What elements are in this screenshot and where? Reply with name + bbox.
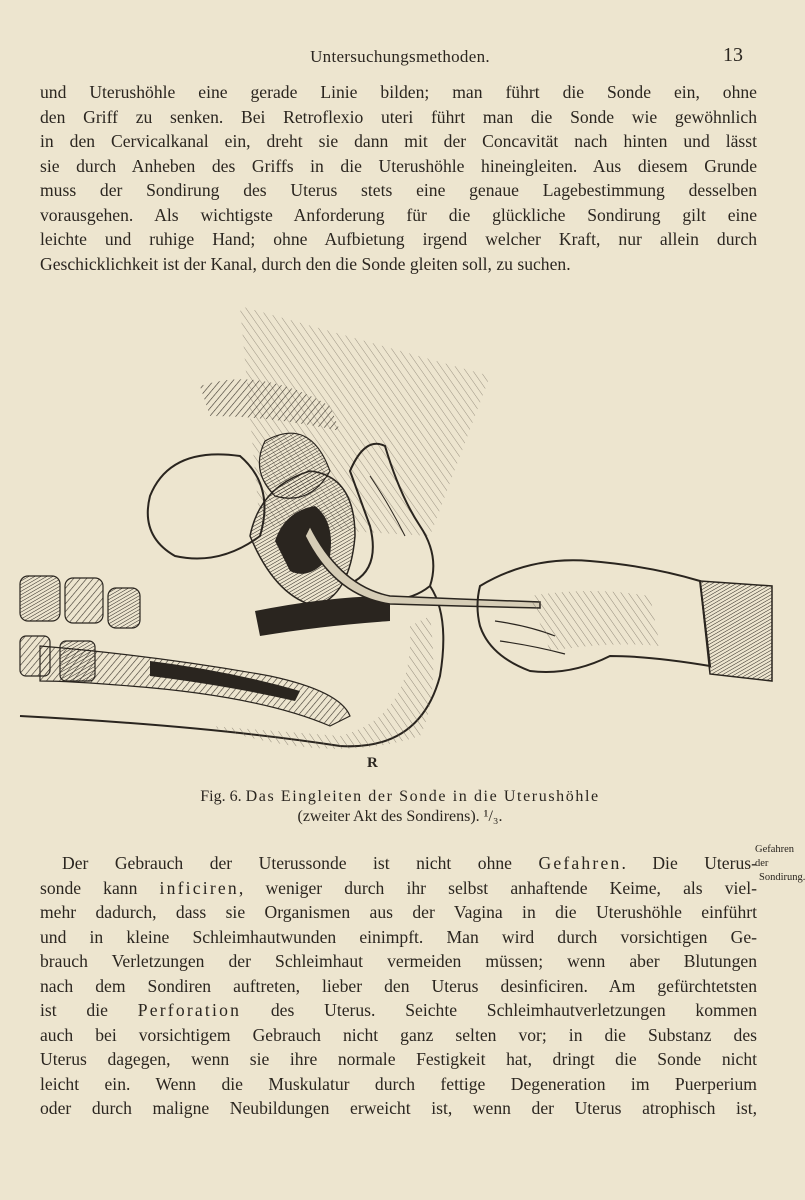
text-run: . Die Uterus- [621,853,757,873]
margin-note [755,843,805,885]
text-line: leichte und ruhige Hand; ohne Aufbietung irgend welcher Kraft, nur allein durch [40,229,757,249]
emphasis-perforation: Perforation [137,1000,242,1020]
text-line [40,851,757,876]
text-line: in den Cervicalkanal ein, dreht sie dann mit der Concavität nach hinten und lässt [40,131,757,151]
margin-note-line: Sondirung. [759,872,805,883]
paragraph-2 [40,851,757,1121]
paragraph-1 [40,80,757,276]
caption-label: Fig. 6. [200,788,242,805]
text-line: nach dem Sondiren auftreten, lieber den Uterus desinficiren. Am gefürchtetsten [40,975,757,996]
bladder [148,454,265,558]
emphasis-inficiren: inficiren [159,877,239,898]
text-line: oder durch maligne Neubildungen erweicht ist, wenn der Uterus atrophisch ist, [40,1098,757,1118]
page-number: 13 [723,44,743,66]
vagina [255,596,390,636]
text-line [40,876,757,901]
publisher-mark: R [367,755,378,771]
margin-note-line: Gefahren der [755,844,795,869]
caption-line-1 [0,787,800,807]
figure-caption [0,787,800,827]
text-line: mehr dadurch, dass sie Organismen aus der Vagina in die Uterushöhle einführt [40,902,757,922]
text-line: vorausgehen. Als wichtigste Anforderung für die glückliche Sondirung gilt eine [40,204,757,225]
text-line: brauch Verletzungen der Schleimhaut vermeiden müssen; wenn aber Blutungen [40,951,757,971]
text-line: auch bei vorsichtigem Gebrauch nicht ganz selten vor; in die Substanz des [40,1024,757,1045]
running-head: Untersuchungsmethoden. [310,47,490,66]
text-run: Der Gebrauch der Uterussonde ist nicht ohne [62,853,539,873]
text-run: des Uterus. Seichte Schleimhautverletzungen kommen [241,1000,757,1020]
caption-sub: (zweiter Akt des Sondirens). ¹/₃. [297,808,503,825]
text-line: den Griff zu senken. Bei Retroflexio uteri führt man die Sonde wie gewöhnlich [40,106,757,127]
text-run: , weniger durch ihr selbst anhaftende Keime, als viel- [238,877,757,898]
text-line: sie durch Anheben des Griffs in die Uterushöhle hineingleiten. Aus diesem Grunde [40,155,757,176]
text-line [40,998,757,1023]
text-line: Uterus dagegen, wenn sie ihre normale Festigkeit hat, dringt die Sonde nicht [40,1049,757,1069]
text-line: und in kleine Schleimhautwunden einimpft. Man wird durch vorsichtigen Ge- [40,926,757,947]
text-line: und Uterushöhle eine gerade Linie bilden; man führt die Sonde ein, ohne [40,82,757,102]
text-run: ist die [40,1000,138,1020]
emphasis-gefahren: Gefahren [538,853,622,873]
text-line: leicht ein. Wenn die Muskulatur durch fettige Degeneration im Puerperium [40,1073,757,1094]
sleeve-cuff [700,581,772,681]
text-line: Geschicklichkeit ist der Kanal, durch den die Sonde gleiten soll, zu suchen. [40,253,571,274]
anatomical-illustration [10,296,780,776]
right-hand-shading [530,591,660,651]
text-line: muss der Sondirung des Uterus stets eine genaue Lagebestimmung desselben [40,180,757,200]
text-run: sonde kann [40,877,160,898]
caption-title: Das Eingleiten der Sonde in die Uterushöhle [245,788,600,805]
